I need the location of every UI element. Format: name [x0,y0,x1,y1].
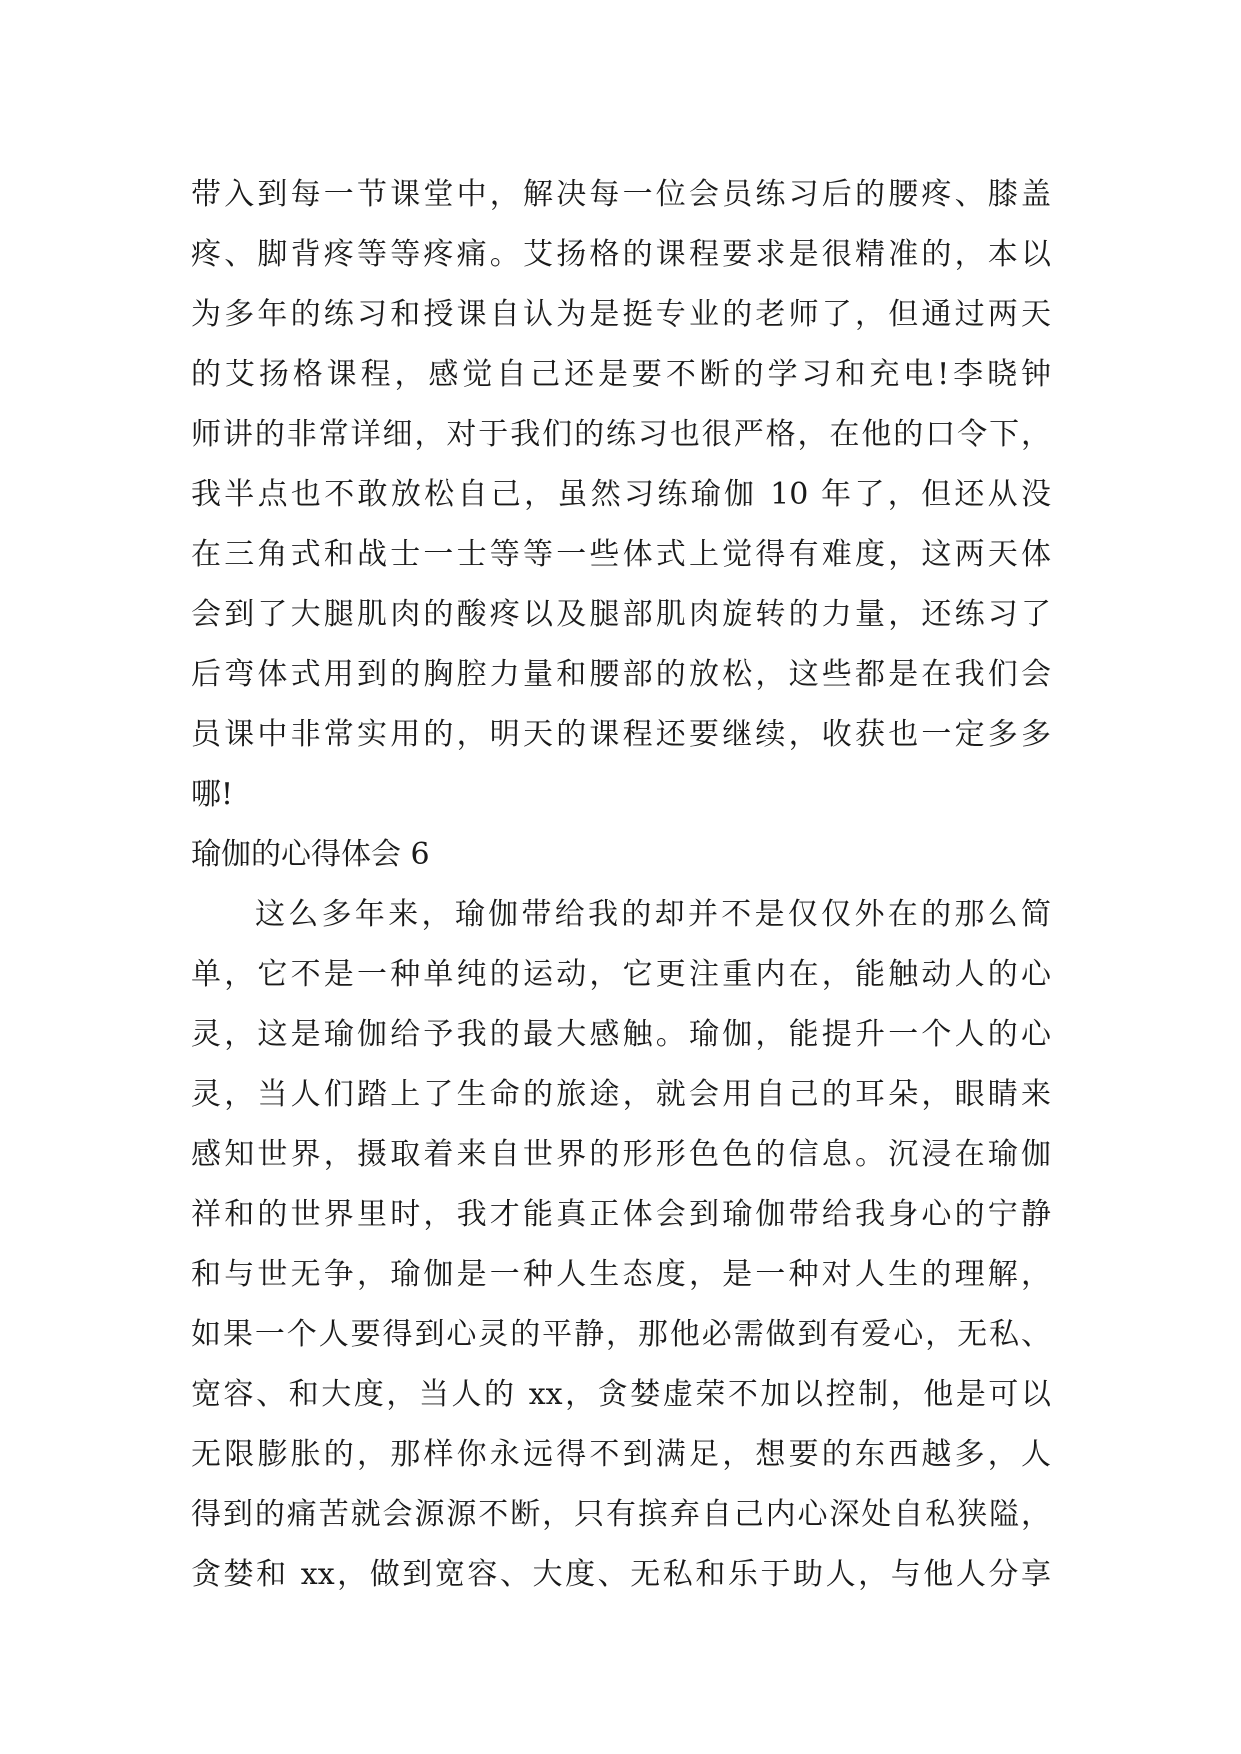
paragraph-line: 祥和的世界里时，我才能真正体会到瑜伽带给我身心的宁静 [191,1197,1051,1232]
paragraph-line: 后弯体式用到的胸腔力量和腰部的放松，这些都是在我们会 [191,657,1051,692]
paragraph-line: 疼、脚背疼等等疼痛。艾扬格的课程要求是很精准的，本以 [191,237,1051,272]
paragraph-line: 在三角式和战士一士等等一些体式上觉得有难度，这两天体 [191,537,1051,572]
paragraph-line: 带入到每一节课堂中，解决每一位会员练习后的腰疼、膝盖 [191,177,1051,212]
paragraph-1 [191,165,1051,825]
paragraph-line: 我半点也不敢放松自己，虽然习练瑜伽 10 年了，但还从没 [191,477,1051,512]
paragraph-line: 宽容、和大度，当人的 xx，贪婪虚荣不加以控制，他是可以 [191,1377,1051,1412]
paragraph-line: 单，它不是一种单纯的运动，它更注重内在，能触动人的心 [191,957,1051,992]
paragraph-line: 会到了大腿肌肉的酸疼以及腿部肌肉旋转的力量，还练习了 [191,597,1051,632]
paragraph-line: 员课中非常实用的，明天的课程还要继续，收获也一定多多 [191,717,1051,752]
paragraph-line: 无限膨胀的，那样你永远得不到满足，想要的东西越多，人 [191,1437,1051,1472]
paragraph-line: 得到的痛苦就会源源不断，只有摈弃自己内心深处自私狭隘， [191,1497,1051,1532]
paragraph-line: 如果一个人要得到心灵的平静，那他必需做到有爱心，无私、 [191,1317,1051,1352]
paragraph-line: 灵，当人们踏上了生命的旅途，就会用自己的耳朵，眼睛来 [191,1077,1051,1112]
paragraph-line: 哪! [191,777,234,812]
section-heading: 瑜伽的心得体会 6 [191,837,430,872]
document-body [191,165,1051,1605]
paragraph-line: 为多年的练习和授课自认为是挺专业的老师了，但通过两天 [191,297,1051,332]
paragraph-line: 感知世界，摄取着来自世界的形形色色的信息。沉浸在瑜伽 [191,1137,1051,1172]
paragraph-line: 师讲的非常详细，对于我们的练习也很严格，在他的口令下， [191,417,1051,452]
paragraph-line: 的艾扬格课程，感觉自己还是要不断的学习和充电!李晓钟 [191,357,1051,392]
paragraph-line: 贪婪和 xx，做到宽容、大度、无私和乐于助人，与他人分享 [191,1557,1051,1592]
paragraph-line: 灵，这是瑜伽给予我的最大感触。瑜伽，能提升一个人的心 [191,1017,1051,1052]
paragraph-line: 这么多年来，瑜伽带给我的却并不是仅仅外在的那么简 [255,897,1051,932]
paragraph-2 [191,885,1051,1605]
paragraph-line: 和与世无争，瑜伽是一种人生态度，是一种对人生的理解， [191,1257,1051,1292]
